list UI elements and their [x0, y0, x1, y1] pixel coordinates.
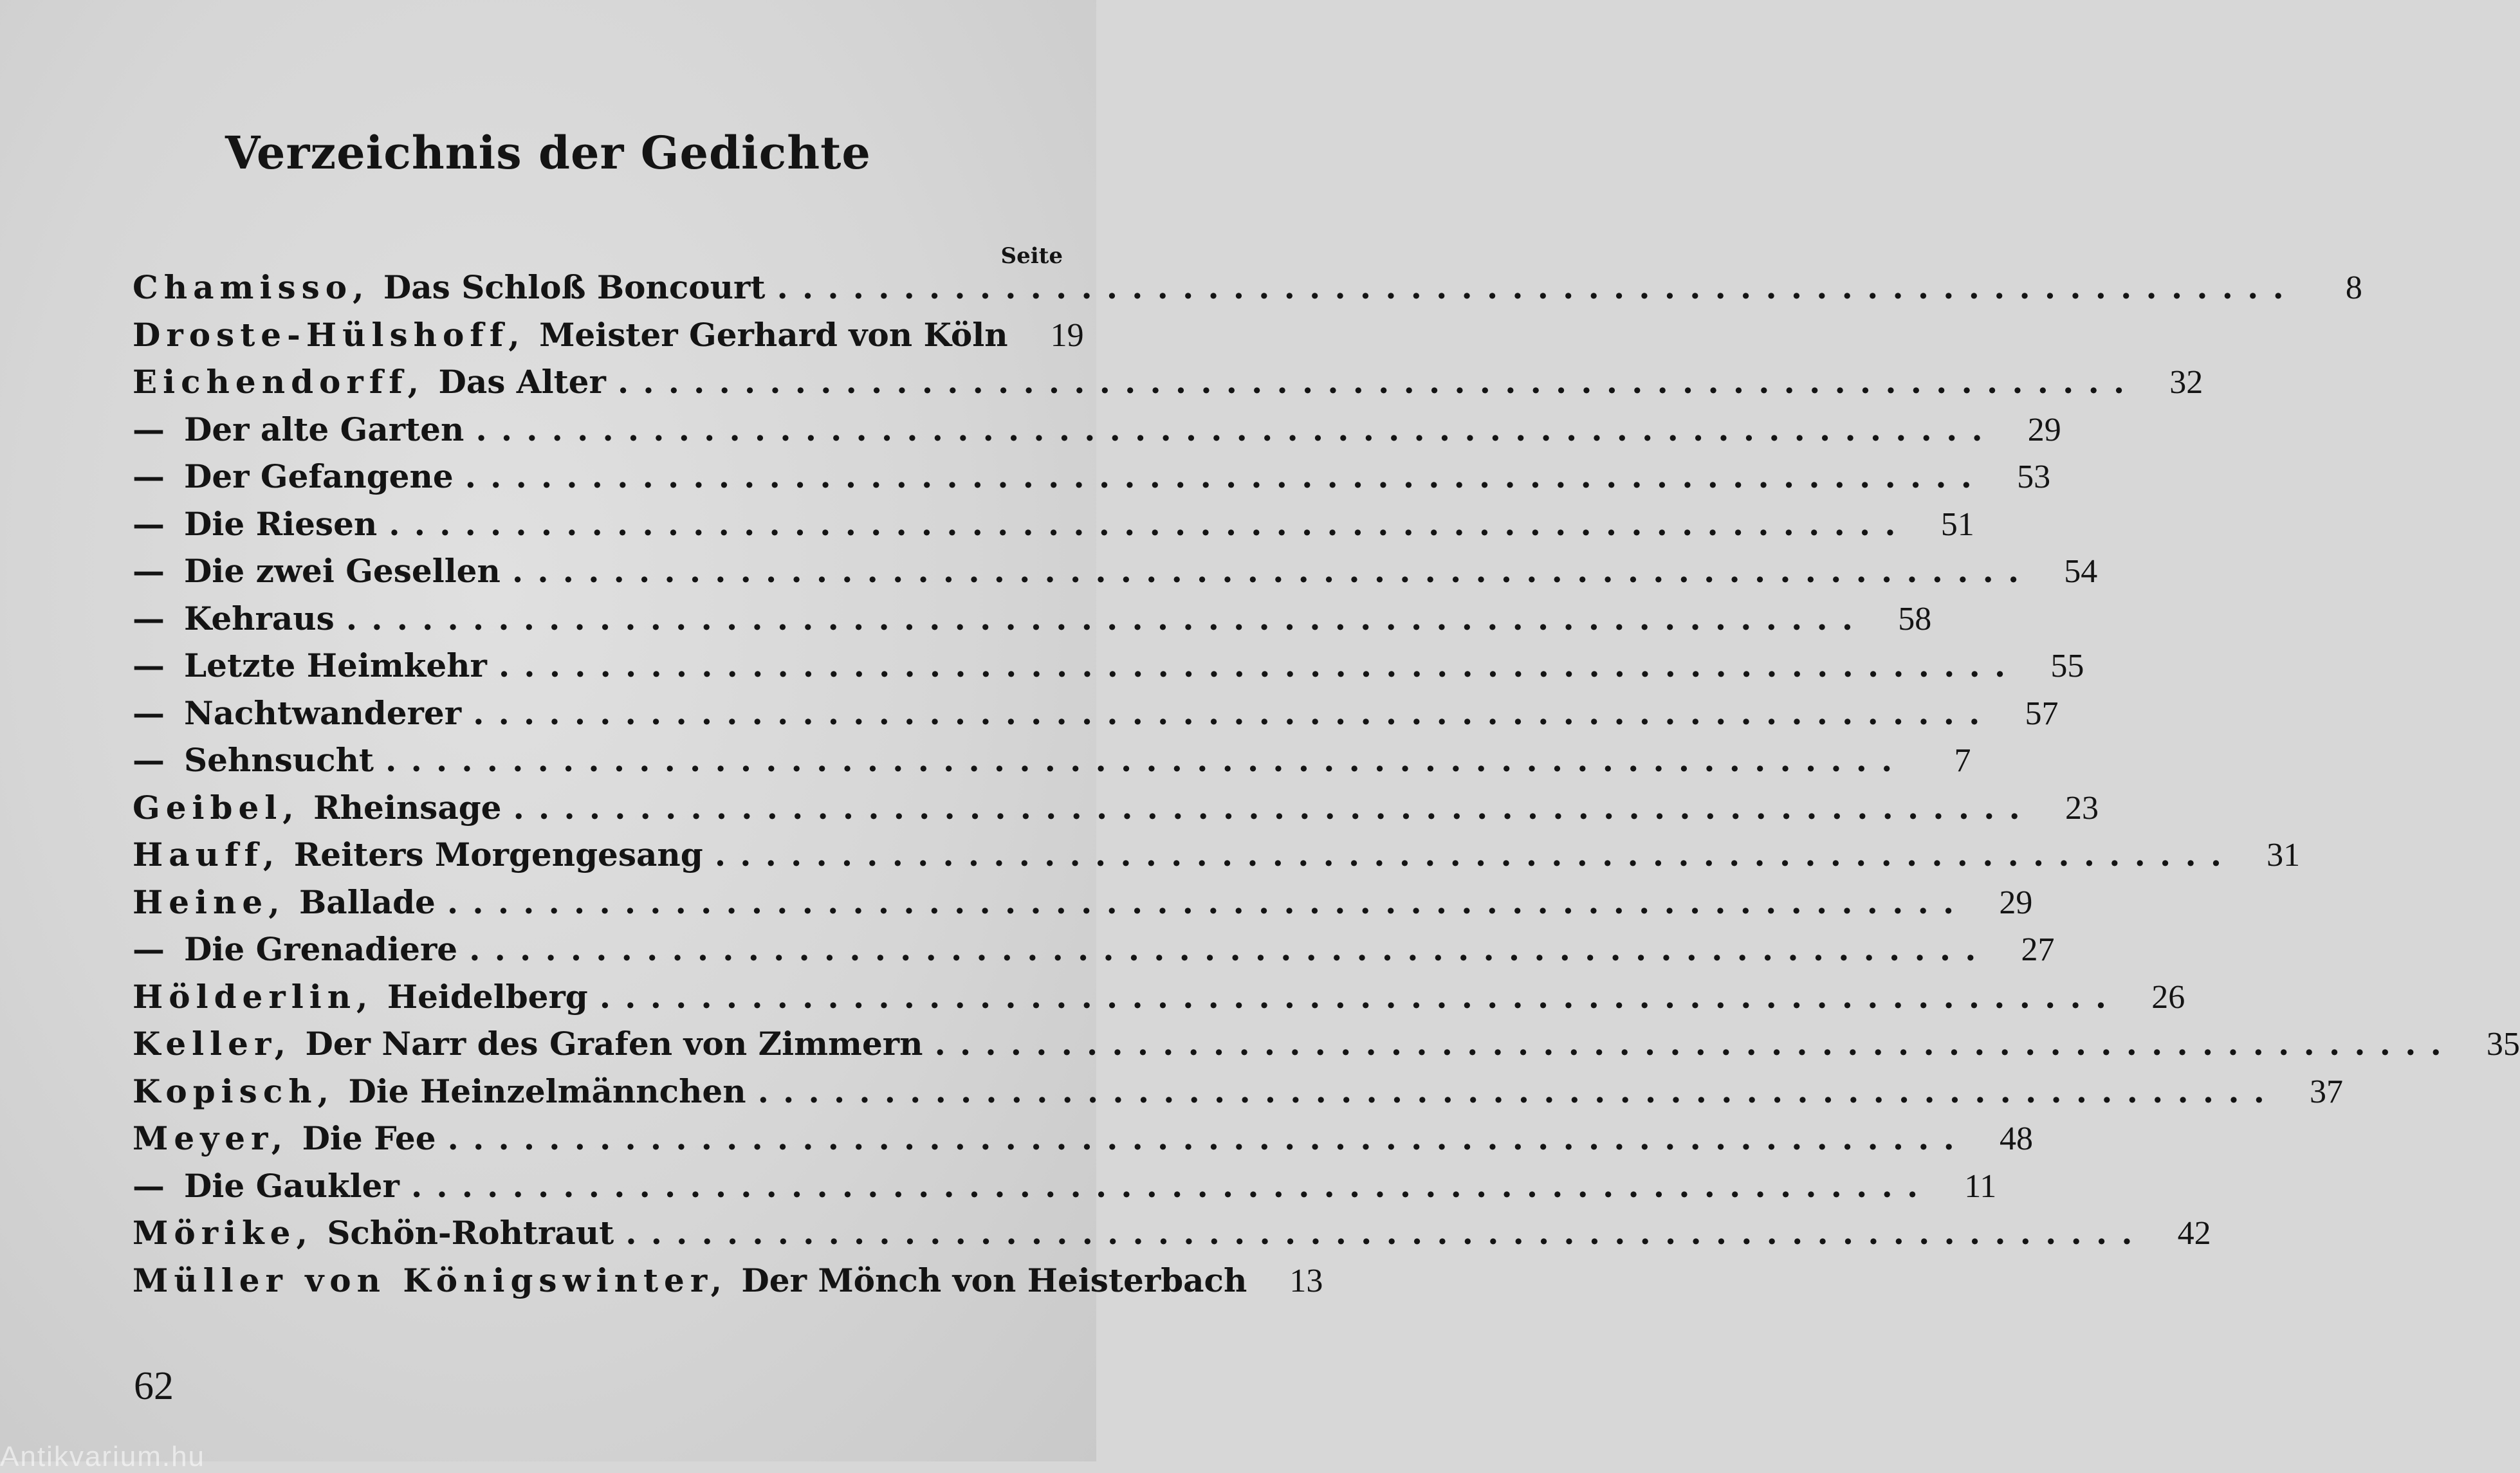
- toc-entry: [133, 358, 2203, 406]
- toc-author: Heine,: [133, 883, 286, 921]
- toc-entry: [133, 1209, 2211, 1257]
- toc-entry: [133, 406, 2061, 453]
- toc-title: Reiters Morgengesang: [293, 836, 703, 874]
- toc-page-number: 37: [2310, 1073, 2344, 1110]
- page-column-label: Seite: [1000, 243, 1063, 269]
- dot-leader: ............................................................: [599, 977, 2121, 1016]
- dot-leader: ............................................................: [345, 599, 1868, 637]
- toc-entry: [133, 831, 2301, 879]
- dot-leader: ............................................................: [446, 883, 1969, 921]
- toc-ditto-dash: —: [133, 1166, 165, 1205]
- toc-title: Letzte Heimkehr: [184, 646, 487, 684]
- toc-entry-text: [133, 358, 606, 406]
- toc-title: Der Gefangene: [184, 457, 454, 495]
- toc-entry: [133, 1020, 2520, 1068]
- toc-entry: [133, 926, 2055, 973]
- toc-author: Hölderlin,: [133, 977, 374, 1016]
- toc-page-number: 42: [2177, 1215, 2211, 1252]
- dot-leader: ............................................................: [410, 1166, 1933, 1205]
- toc-author: Chamisso,: [133, 268, 370, 306]
- dot-leader: ............................................................: [714, 836, 2236, 874]
- toc-title: Schön-Rohtraut: [327, 1214, 614, 1252]
- dot-leader: ............................................................: [757, 1072, 2279, 1110]
- toc-title: Die Heinzelmännchen: [348, 1072, 746, 1110]
- toc-author: Hauff,: [133, 836, 281, 874]
- toc-title: Rheinsage: [313, 788, 502, 827]
- page-title: Verzeichnis der Gedichte: [225, 126, 871, 179]
- toc-author: Meyer,: [133, 1119, 289, 1157]
- toc-title: Der Mönch von Heisterbach: [741, 1261, 1247, 1299]
- toc-entry: [133, 784, 2099, 832]
- toc-entry-text: [133, 264, 765, 311]
- toc-entry-text: [133, 736, 374, 784]
- dot-leader: ............................................................: [464, 457, 1987, 495]
- toc-ditto-dash: —: [133, 457, 165, 495]
- toc-entry: [133, 264, 2362, 311]
- toc-author: Eichendorff,: [133, 363, 425, 401]
- dot-leader: ............................................................: [469, 930, 1991, 968]
- toc-page-number: 58: [1898, 600, 1932, 637]
- toc-entry: [133, 690, 2059, 737]
- toc-title: Meister Gerhard von Köln: [539, 315, 1008, 354]
- toc-ditto-dash: —: [133, 410, 165, 448]
- toc-entry-text: [133, 831, 703, 879]
- toc-author: Müller von Königswinter,: [133, 1261, 728, 1299]
- toc-entry-text: [133, 642, 487, 690]
- toc-author: Droste-Hülshoff,: [133, 315, 526, 354]
- toc-page-number: 29: [2027, 411, 2061, 448]
- toc-ditto-dash: —: [133, 741, 165, 779]
- toc-entry-text: [133, 1068, 746, 1115]
- toc-entry: [133, 1162, 1997, 1210]
- toc-entry: [133, 453, 2051, 500]
- toc-page-number: 55: [2050, 648, 2084, 684]
- toc-page-number: 23: [2065, 789, 2099, 827]
- toc-entry-text: [133, 500, 377, 548]
- toc-page-number: 13: [1289, 1262, 1323, 1299]
- toc-entry-text: [133, 1162, 400, 1210]
- toc-entry: [133, 500, 1974, 548]
- toc-title: Die zwei Gesellen: [184, 552, 501, 590]
- toc-title: Ballade: [299, 883, 436, 921]
- dot-leader: ............................................................: [475, 410, 1997, 448]
- toc-entry-text: [133, 311, 1008, 359]
- dot-leader: ............................................................: [385, 741, 1907, 779]
- toc-entry-text: [133, 595, 335, 643]
- toc-title: Die Riesen: [184, 504, 378, 543]
- toc-entry-text: [133, 973, 588, 1021]
- toc-entry-text: [133, 453, 454, 500]
- toc-entry-text: [133, 879, 436, 926]
- toc-title: Die Fee: [302, 1119, 436, 1157]
- toc-entry: [133, 1115, 2033, 1162]
- toc-title: Der Narr des Grafen von Zimmern: [305, 1025, 923, 1063]
- toc-entry-text: [133, 1209, 614, 1257]
- toc-title: Der alte Garten: [184, 410, 464, 448]
- toc-title: Sehnsucht: [184, 741, 374, 779]
- toc-entry: [133, 547, 2098, 595]
- toc-entry-text: [133, 1020, 923, 1068]
- table-of-contents: [133, 264, 2520, 1304]
- toc-page-number: 29: [1999, 884, 2033, 921]
- toc-entry-text: [133, 1115, 436, 1162]
- toc-page-number: 32: [2169, 364, 2203, 401]
- toc-page-number: 26: [2151, 978, 2185, 1016]
- toc-entry: [133, 736, 1971, 784]
- dot-leader: ............................................................: [498, 646, 2020, 684]
- toc-entry: [133, 879, 2033, 926]
- toc-ditto-dash: —: [133, 552, 165, 590]
- toc-page-number: 8: [2345, 270, 2362, 306]
- toc-title: Die Grenadiere: [184, 930, 458, 968]
- toc-entry: [133, 1068, 2344, 1115]
- toc-entry: [133, 973, 2185, 1021]
- toc-page-number: 51: [1940, 506, 1974, 543]
- toc-entry-text: [133, 690, 461, 737]
- toc-title: Die Gaukler: [184, 1166, 400, 1205]
- toc-ditto-dash: —: [133, 504, 165, 543]
- toc-ditto-dash: —: [133, 930, 165, 968]
- toc-page-number: 53: [2017, 459, 2051, 495]
- page-number: 62: [134, 1364, 174, 1408]
- toc-page-number: 19: [1050, 316, 1084, 354]
- toc-title: Das Schloß Boncourt: [383, 268, 766, 306]
- toc-page-number: 7: [1954, 742, 1971, 779]
- dot-leader: ............................................................: [389, 504, 1910, 543]
- toc-entry-text: [133, 406, 464, 453]
- toc-page-number: 54: [2064, 553, 2098, 590]
- toc-page-number: 48: [1999, 1121, 2033, 1157]
- toc-page-number: 31: [2267, 837, 2301, 874]
- toc-entry: [133, 1257, 1323, 1304]
- toc-entry-text: [133, 547, 501, 595]
- dot-leader: ............................................................: [934, 1025, 2456, 1063]
- toc-author: Kopisch,: [133, 1072, 335, 1110]
- toc-title: Heidelberg: [387, 977, 588, 1016]
- dot-leader: ............................................................: [617, 363, 2139, 401]
- dot-leader: ............................................................: [513, 788, 2034, 827]
- toc-entry-text: [133, 784, 502, 832]
- toc-ditto-dash: —: [133, 646, 165, 684]
- dot-leader: ............................................................: [473, 693, 1994, 732]
- toc-entry-text: [133, 1257, 1247, 1304]
- toc-entry: [133, 311, 1084, 359]
- toc-ditto-dash: —: [133, 599, 165, 637]
- toc-title: Kehraus: [184, 599, 335, 637]
- toc-entry-text: [133, 926, 457, 973]
- toc-page-number: 27: [2021, 931, 2055, 968]
- toc-title: Das Alter: [438, 363, 606, 401]
- toc-page-number: 35: [2486, 1026, 2520, 1063]
- toc-author: Mörike,: [133, 1214, 313, 1252]
- toc-title: Nachtwanderer: [184, 693, 462, 732]
- toc-page-number: 11: [1964, 1167, 1997, 1205]
- watermark: Antikvarium.hu: [0, 1441, 206, 1472]
- toc-ditto-dash: —: [133, 693, 165, 732]
- dot-leader: ............................................................: [625, 1214, 2147, 1252]
- dot-leader: ............................................................: [777, 268, 2298, 306]
- toc-entry: [133, 642, 2084, 690]
- toc-author: Geibel,: [133, 788, 300, 827]
- toc-page-number: 57: [2025, 695, 2059, 732]
- dot-leader: ............................................................: [511, 552, 2034, 590]
- dot-leader: ............................................................: [447, 1119, 1969, 1157]
- toc-author: Keller,: [133, 1025, 292, 1063]
- toc-entry: [133, 595, 1932, 643]
